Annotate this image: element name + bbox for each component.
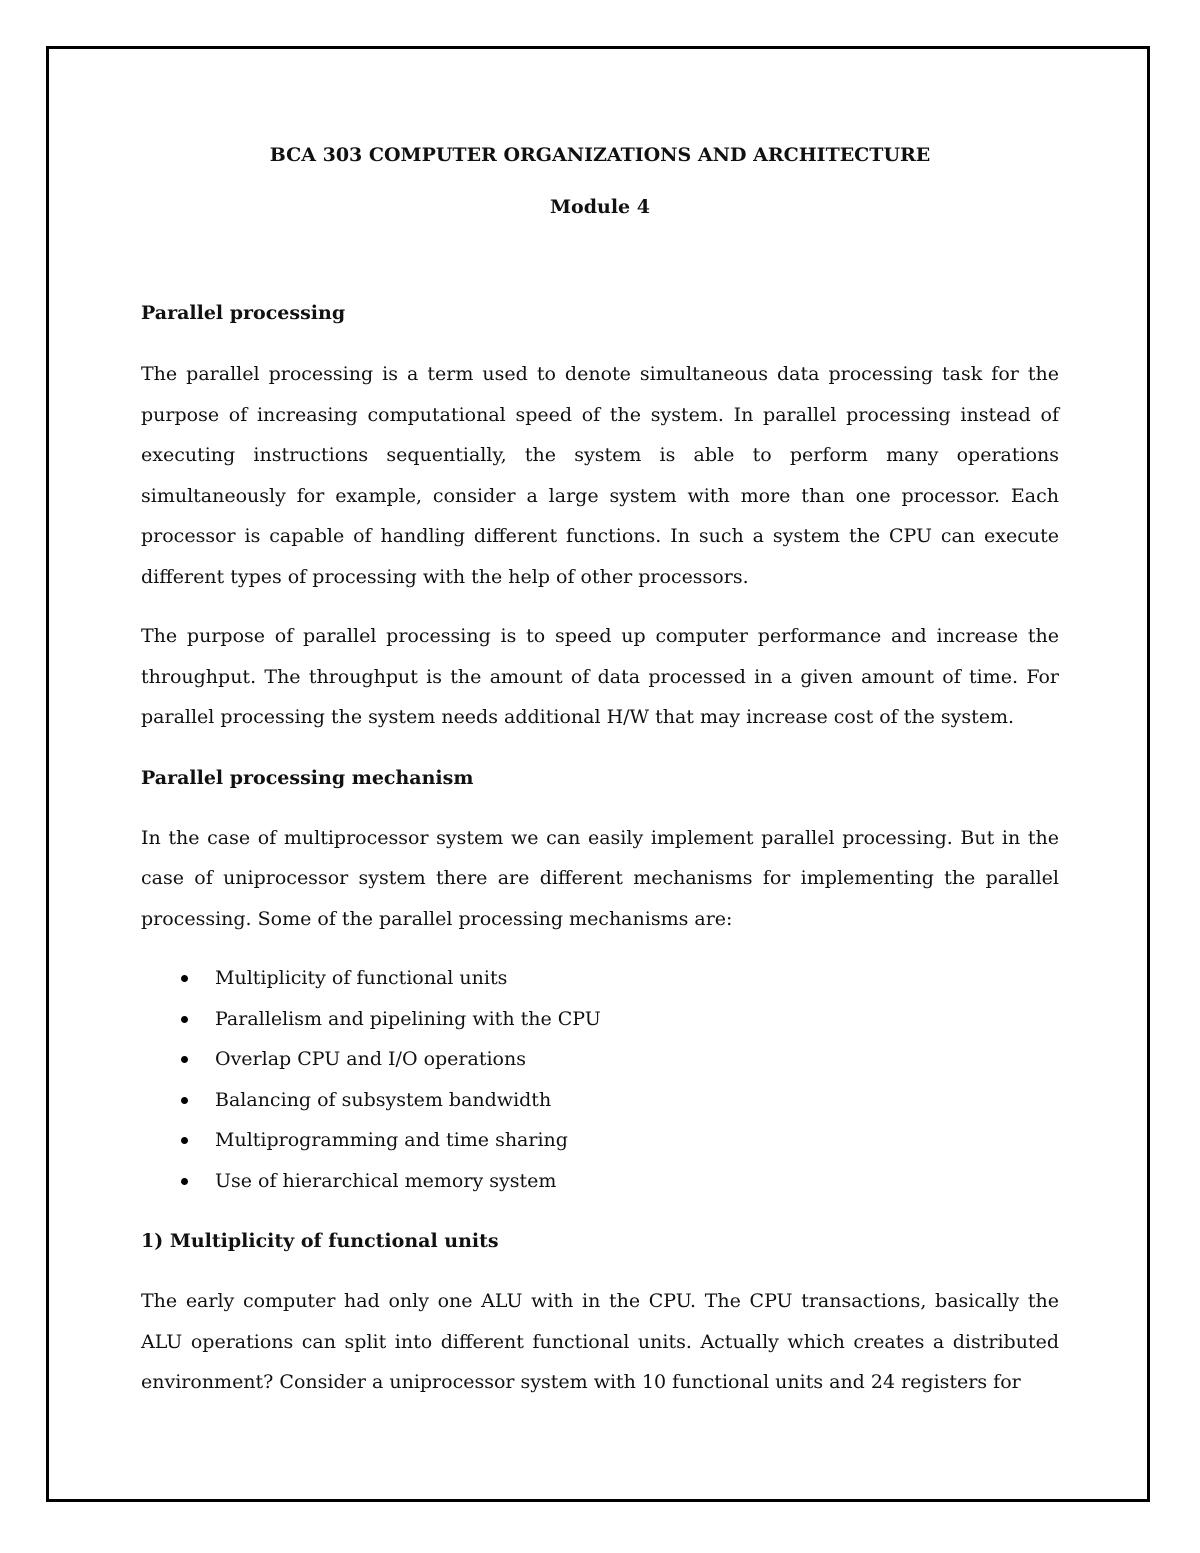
bullet-icon	[181, 1016, 188, 1023]
paragraph-mechanism-intro: In the case of multiprocessor system we can easily implement parallel processing. But in the case of uniprocessor system there are different mechanisms for implementing the parallel processing. Some of the parallel processing mechanisms are:	[141, 826, 1059, 930]
list-item	[141, 1080, 1059, 1121]
list-item-text: Balancing of subsystem bandwidth	[215, 1088, 552, 1111]
heading-parallel-processing: Parallel processing	[141, 302, 346, 324]
bullet-icon	[181, 1178, 188, 1185]
module-label: Module 4	[550, 196, 650, 218]
list-item-text: Multiplicity of functional units	[215, 967, 508, 989]
paragraph-parallel-processing-definition: The parallel processing is a term used to denote simultaneous data processing task for the purpose of increasing computational speed of the system. In parallel processing instead of executing instructions sequentially, the system is able to perform many operations simultaneously for example, consider a large system with more than one processor. Each processor is capable of handling different functions. In such a system the CPU can execute different types of processing with the help of other processors.	[141, 363, 1059, 588]
list-item	[141, 1039, 1059, 1080]
document-title: BCA 303 COMPUTER ORGANIZATIONS AND ARCHITECTURE	[269, 144, 931, 166]
heading-multiplicity-of-functional-units: 1) Multiplicity of functional units	[141, 1230, 499, 1252]
bullet-icon	[181, 1097, 188, 1104]
mechanism-list	[141, 958, 1059, 1201]
heading-parallel-processing-mechanism: Parallel processing mechanism	[141, 766, 474, 789]
bullet-icon	[181, 1137, 188, 1144]
list-item-text: Use of hierarchical memory system	[215, 1169, 557, 1192]
paragraph-parallel-processing-purpose: The purpose of parallel processing is to speed up computer performance and increase the throughput. The throughput is the amount of data processed in a given amount of time. For parallel processing the system needs additional H/W that may increase cost of the system.	[141, 625, 1059, 728]
list-item	[141, 999, 1059, 1040]
list-item	[141, 1120, 1059, 1161]
list-item-text: Overlap CPU and I/O operations	[215, 1048, 526, 1070]
list-item	[141, 1161, 1059, 1202]
list-item	[141, 958, 1059, 999]
document-content	[141, 140, 1059, 1403]
bullet-icon	[181, 975, 188, 982]
list-item-text: Multiprogramming and time sharing	[215, 1129, 568, 1151]
list-item-text: Parallelism and pipelining with the CPU	[215, 1007, 601, 1030]
bullet-icon	[181, 1056, 188, 1063]
paragraph-multiplicity: The early computer had only one ALU with in the CPU. The CPU transactions, basically the ALU operations can split into different functional units. Actually which creates a distributed environment? Consider a uniprocessor system with 10 functional units and 24 registers for	[141, 1290, 1059, 1393]
